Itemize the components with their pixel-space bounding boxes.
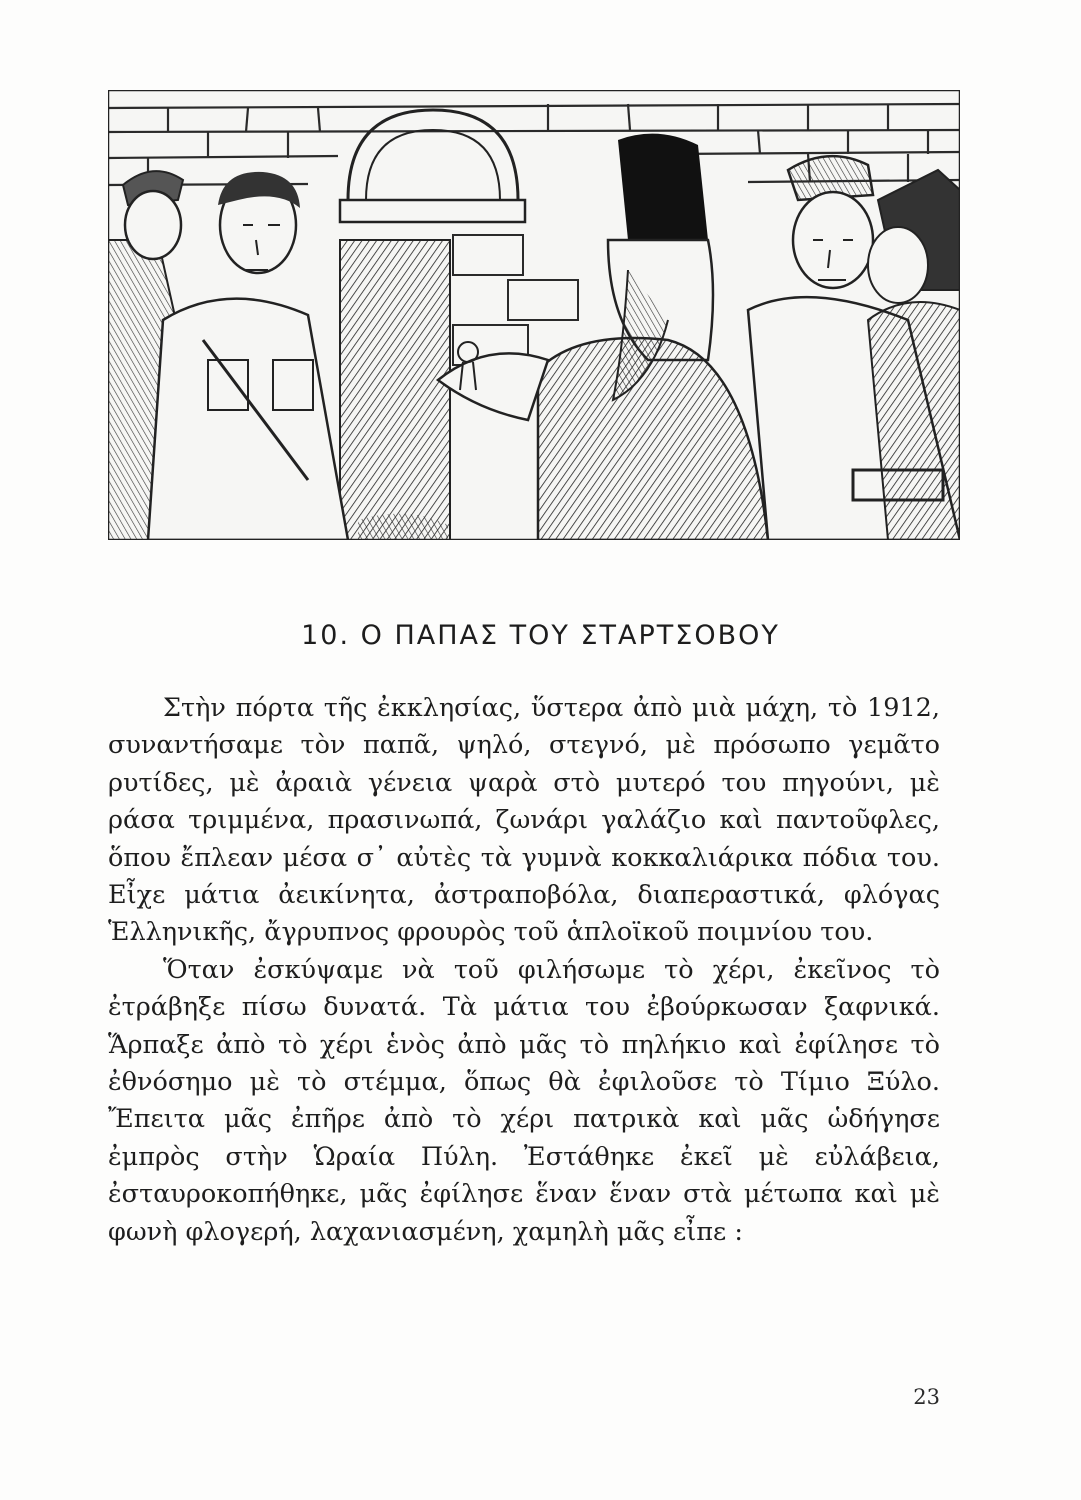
engraving-priest-soldiers-icon: [108, 90, 960, 540]
body-text: [108, 690, 940, 1251]
paragraph: Ὅταν ἐσκύψαμε νὰ τοῦ φιλήσωμε τὸ χέρι, ἐκεῖνος τὸ ἐτράβηξε πίσω δυνατά. Τὰ μάτια του ἐβούρκωσαν ξαφνικά. Ἅρπαξε ἀπὸ τὸ χέρι ἑνὸς ἀπὸ μᾶς τὸ πηλήκιο καὶ ἐφίλησε τὸ ἐθνόσημο μὲ τὸ στέμμα, ὅπως θὰ ἐφιλοῦσε τὸ Τίμιο Ξύλο. Ἔπειτα μᾶς ἐπῆρε ἀπὸ τὸ χέρι πατρικὰ καὶ μᾶς ὡδήγησε ἐμπρὸς στὴν Ὡραία Πύλη. Ἐστάθηκε ἐκεῖ μὲ εὐλάβεια, ἐσταυροκοπήθηκε, μᾶς ἐφίλησε ἕναν ἕναν στὰ μέτωπα καὶ μὲ φωνὴ φλογερή, λαχανιασμένη, χαμηλὴ μᾶς εἶπε :: [108, 954, 940, 1247]
page-number: 23: [913, 1385, 940, 1409]
chapter-title: 10. Ο ΠΑΠΑΣ ΤΟΥ ΣΤΑΡΤΣΟΒΟΥ: [301, 620, 780, 651]
paragraph: Στὴν πόρτα τῆς ἐκκλησίας, ὕστερα ἀπὸ μιὰ μάχη, τὸ 1912, συναντήσαμε τὸν παπᾶ, ψηλό, στεγνό, μὲ πρόσωπο γεμᾶτο ρυτίδες, μὲ ἀραιὰ γένεια ψαρὰ στὸ μυτερό του πηγούνι, μὲ ράσα τριμμένα, πρασινωπά, ζωνάρι γαλάζιο καὶ παντοῦφλες, ὅπου ἔπλεαν μέσα σ᾽ αὐτὲς τὰ γυμνὰ κοκκαλιάρικα πόδια του. Εἶχε μάτια ἀεικίνητα, ἀστραποβόλα, διαπεραστικά, φλόγας Ἑλληνικῆς, ἄγρυπνος φρουρὸς τοῦ ἁπλοϊκοῦ ποιμνίου του.: [108, 693, 940, 948]
illustration: [108, 90, 960, 540]
